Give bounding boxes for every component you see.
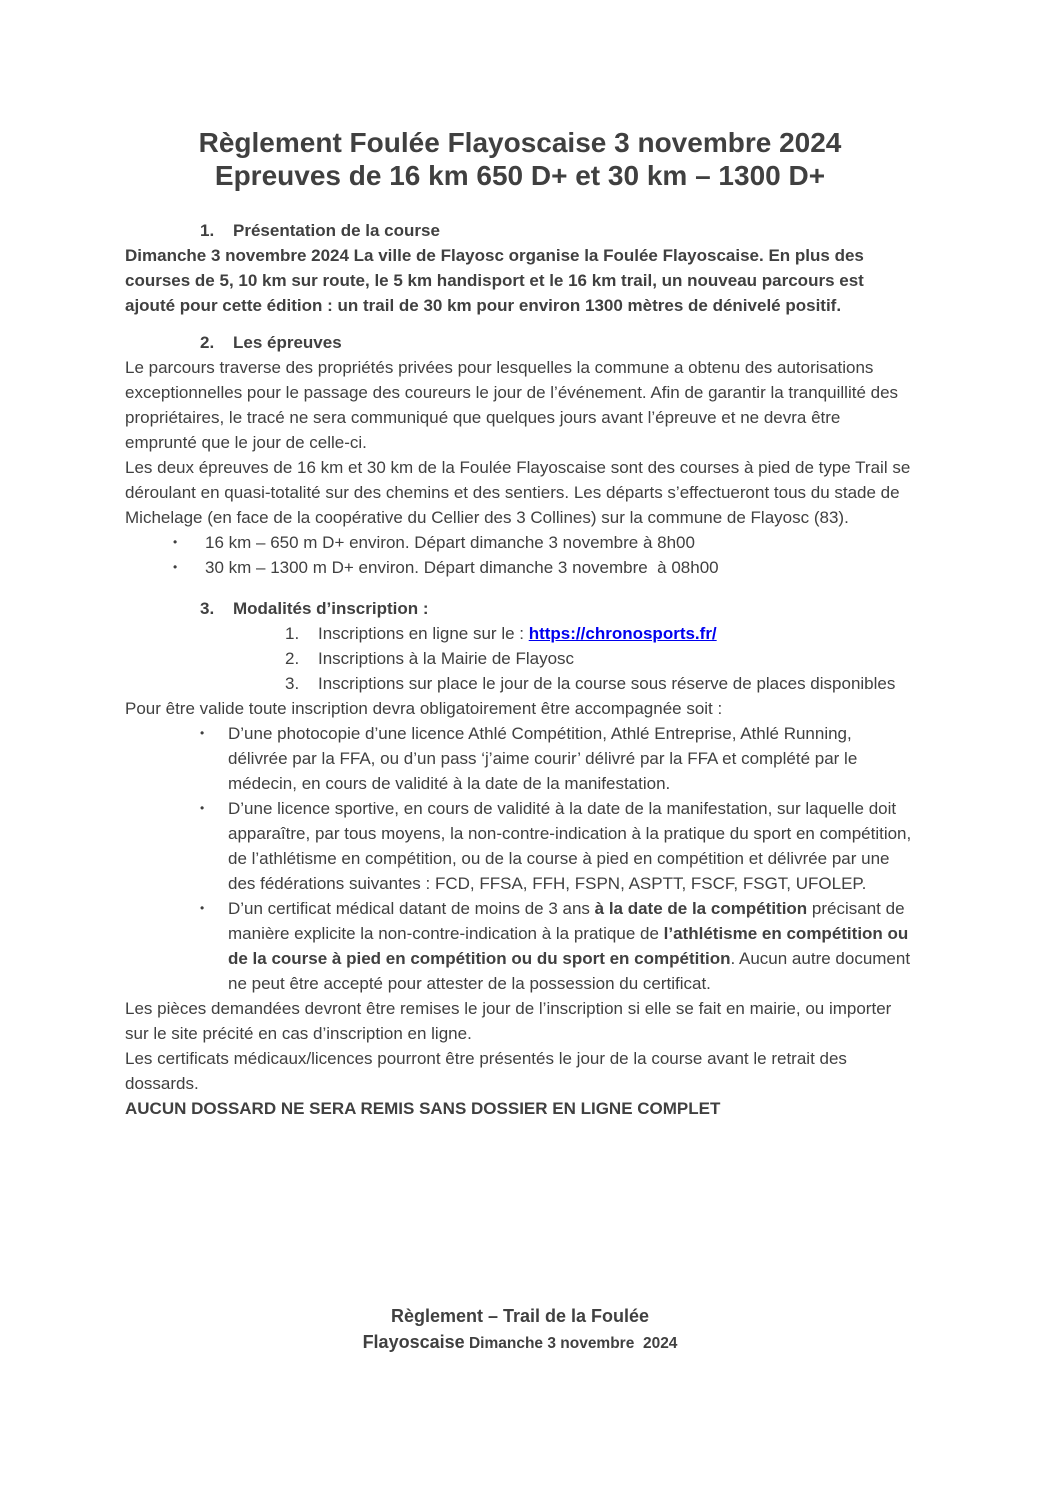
section-3-heading-label: Modalités d’inscription : bbox=[233, 599, 429, 618]
certificat-seg-3: précisant de manière explicite la non-contre-indication à la pratique de bbox=[228, 899, 905, 943]
page-footer bbox=[125, 1303, 915, 1357]
section-2-body-1: Le parcours traverse des propriétés privées pour lesquelles la commune a obtenu des autorisations exceptionnelles pour le passage des coureurs le jour de l’événement. Afin de garantir la tranquillité des propriétaires, le tracé ne sera communiqué que quelques jours avant l’épreuve et ne devra être emprunté que le jour de celle-ci. bbox=[125, 358, 899, 452]
certificat-seg-2: à la date de la compétition bbox=[594, 899, 808, 918]
title-line-2: Epreuves de 16 km 650 D+ et 30 km – 1300 D+ bbox=[214, 160, 826, 191]
bullet-icon: • bbox=[200, 801, 205, 815]
section-1-number: 1. bbox=[200, 221, 215, 240]
list-item bbox=[125, 896, 915, 996]
section-1-heading-label: Présentation de la course bbox=[233, 221, 440, 240]
inscription-validity-intro: Pour être valide toute inscription devra obligatoirement être accompagnée soit : bbox=[125, 699, 723, 718]
distance-item-30km: 30 km – 1300 m D+ environ. Départ dimanche 3 novembre à 08h00 bbox=[205, 558, 719, 577]
distance-bullet-list bbox=[125, 530, 915, 580]
list-item bbox=[125, 646, 915, 671]
list-item bbox=[125, 796, 915, 896]
inscription-onsite-item: Inscriptions sur place le jour de la course sous réserve de places disponibles bbox=[318, 674, 896, 693]
closing-warning: AUCUN DOSSARD NE SERA REMIS SANS DOSSIER EN LIGNE COMPLET bbox=[125, 1099, 721, 1118]
inscription-mairie-item: Inscriptions à la Mairie de Flayosc bbox=[318, 649, 575, 668]
bullet-icon: • bbox=[173, 560, 178, 574]
bullet-icon: • bbox=[173, 535, 178, 549]
inscription-online-text: Inscriptions en ligne sur le : bbox=[318, 624, 529, 643]
inscription-numbered-list bbox=[125, 621, 915, 696]
numbered-item-marker: 3. bbox=[285, 674, 300, 693]
bullet-icon: • bbox=[200, 901, 205, 915]
certificat-seg-1: D’un certificat médical datant de moins de 3 ans bbox=[228, 899, 595, 918]
footer-event-date: Dimanche 3 novembre 2024 bbox=[464, 1335, 678, 1352]
section-2-body-2: Les deux épreuves de 16 km et 30 km de la Foulée Flayoscaise sont des courses à pied de type Trail se déroulant en quasi-totalité sur des chemins et des sentiers. Les départs s’effectueront tous du stade de Michelage (en face de la coopérative du Cellier des 3 Collines) sur la commune de Flayosc (83). bbox=[125, 458, 911, 527]
certificat-seg-4: l’athlétisme en compétition ou de la course à pied en compétition ou du sport en compétition bbox=[228, 924, 909, 968]
licence-ffa-item: D’une photocopie d’une licence Athlé Compétition, Athlé Entreprise, Athlé Running, délivrée par la FFA, ou d’un pass ‘j’aime courir’ délivré par la FFA et complété par le médecin, en cours de validité à la date de la manifestation. bbox=[228, 724, 858, 793]
document-title bbox=[125, 126, 915, 192]
licence-bullet-list bbox=[125, 721, 915, 996]
bullet-icon: • bbox=[200, 726, 205, 740]
certificat-seg-5: . Aucun autre document ne peut être accepté pour attester de la possession du certificat. bbox=[228, 949, 911, 993]
section-2-number: 2. bbox=[200, 333, 215, 352]
distance-item-16km: 16 km – 650 m D+ environ. Départ dimanche 3 novembre à 8h00 bbox=[205, 533, 695, 552]
list-item bbox=[125, 621, 915, 646]
footer-line-2 bbox=[125, 1329, 915, 1357]
closing-para-1: Les pièces demandées devront être remises le jour de l’inscription si elle se fait en mairie, ou importer sur le site précité en cas d’inscription en ligne. bbox=[125, 999, 892, 1043]
inscription-online-item bbox=[318, 621, 915, 646]
closing-para-2: Les certificats médicaux/licences pourront être présentés le jour de la course avant le retrait des dossards. bbox=[125, 1049, 847, 1093]
title-line-1: Règlement Foulée Flayoscaise 3 novembre 2024 bbox=[198, 127, 842, 158]
list-item bbox=[125, 530, 915, 555]
section-2-heading bbox=[125, 330, 915, 355]
list-item bbox=[125, 721, 915, 796]
section-1-body: Dimanche 3 novembre 2024 La ville de Flayosc organise la Foulée Flayoscaise. En plus des courses de 5, 10 km sur route, le 5 km handisport et le 16 km trail, un nouveau parcours est ajouté pour cette édition : un trail de 30 km pour environ 1300 mètres de dénivelé positif. bbox=[125, 246, 864, 315]
footer-event-name: Flayoscaise bbox=[362, 1332, 465, 1352]
certificat-medical-item bbox=[228, 896, 915, 996]
numbered-item-marker: 1. bbox=[285, 624, 300, 643]
section-3-number: 3. bbox=[200, 599, 215, 618]
document-content bbox=[125, 126, 915, 1121]
footer-line-1: Règlement – Trail de la Foulée bbox=[390, 1306, 650, 1326]
section-1-heading bbox=[125, 218, 915, 243]
licence-sportive-item: D’une licence sportive, en cours de validité à la date de la manifestation, sur laquelle doit apparaître, par tous moyens, la non-contre-indication à la pratique du sport en compétition, de l’athlétisme en compétition, ou de la course à pied en compétition et délivrée par une des fédérations suivantes : FCD, FFSA, FFH, FSPN, ASPTT, FSCF, FSGT, UFOLEP. bbox=[228, 799, 912, 893]
list-item bbox=[125, 555, 915, 580]
section-3-heading bbox=[125, 596, 915, 621]
section-2-heading-label: Les épreuves bbox=[233, 333, 342, 352]
numbered-item-marker: 2. bbox=[285, 649, 300, 668]
list-item bbox=[125, 671, 915, 696]
chronosports-link[interactable]: https://chronosports.fr/ bbox=[528, 624, 717, 643]
